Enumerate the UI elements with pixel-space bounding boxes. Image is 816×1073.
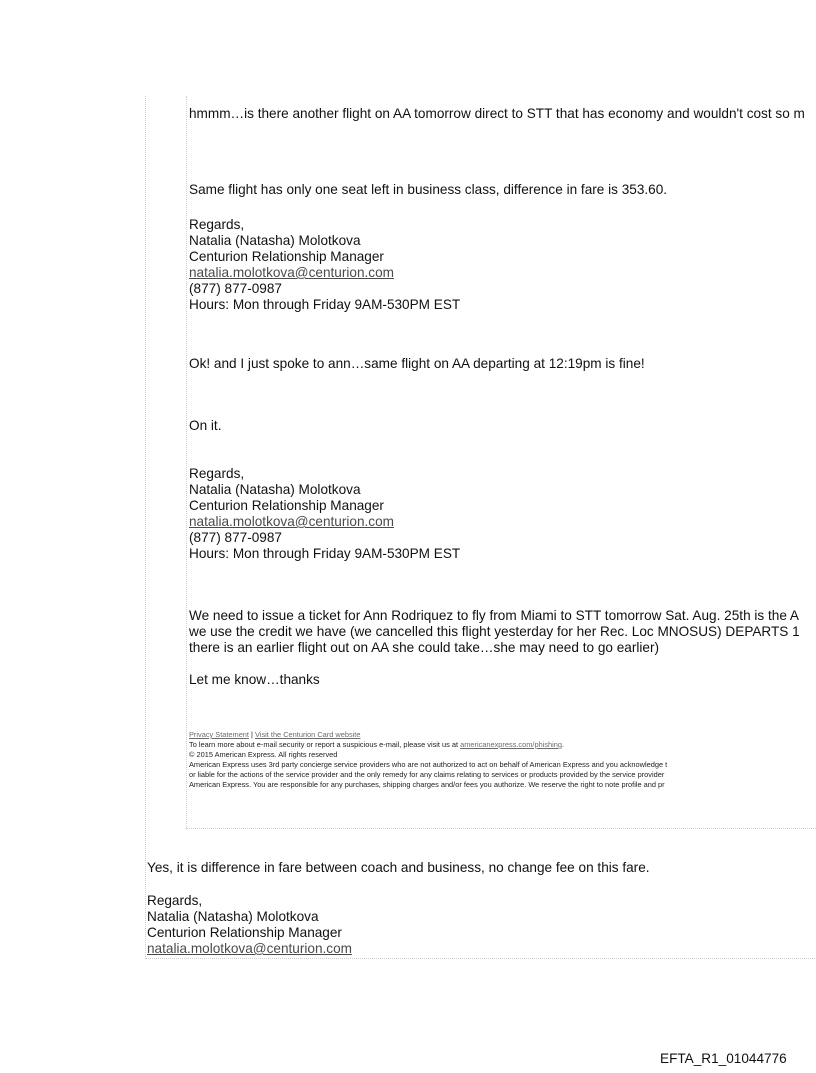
security-text: To learn more about e-mail security or report a suspicious e-mail, please visit us at [189,740,461,749]
signature-hours: Hours: Mon through Friday 9AM-530PM EST [189,297,461,312]
footer-links [189,730,360,740]
security-text-end: . [561,740,565,749]
inner-quote-bottom-rule [186,828,816,829]
signature-email-link[interactable]: natalia.molotkova@centurion.com [189,265,394,280]
footer-disclaimer: American Express uses 3rd party concierge service providers who are not authorized to act on behalf of American Express and you acknowledge t [189,760,668,769]
message-text: we use the credit we have (we cancelled this flight yesterday for her Rec. Loc MNOSUS) DEPARTS 1 [189,624,800,639]
signature-email-link[interactable]: natalia.molotkova@centurion.com [147,941,352,956]
message-text: On it. [189,418,222,433]
footer-disclaimer: or liable for the actions of the service provider and the only remedy for any claims relating to services or products provided by the service provider [189,770,665,779]
privacy-statement-link[interactable]: Privacy Statement [189,730,249,739]
signature-name: Natalia (Natasha) Molotkova [189,233,361,248]
outer-quote-rule [145,96,146,959]
footer-separator: | [248,730,256,739]
inner-quote-rule [186,96,187,828]
message-closing: Let me know…thanks [189,672,320,687]
signature-regards: Regards, [189,217,245,232]
message-text: Same flight has only one seat left in business class, difference in fare is 353.60. [189,182,668,197]
message-text: Yes, it is difference in fare between coach and business, no change fee on this fare. [147,860,650,875]
signature-email-link[interactable]: natalia.molotkova@centurion.com [189,514,394,529]
message-text: hmmm…is there another flight on AA tomorrow direct to STT that has economy and wouldn't cost so m [189,106,805,121]
signature-title: Centurion Relationship Manager [189,249,384,264]
footer-security-note [189,740,564,750]
signature-phone: (877) 877-0987 [189,530,282,545]
centurion-website-link[interactable]: Visit the Centurion Card website [255,730,361,739]
signature-title: Centurion Relationship Manager [147,925,342,940]
phishing-link[interactable]: americanexpress.com/phishing [460,740,562,749]
footer-disclaimer: American Express. You are responsible for any purchases, shipping charges and/or fees you authorize. We reserve the right to note profile and pr [189,780,665,789]
signature-hours: Hours: Mon through Friday 9AM-530PM EST [189,546,461,561]
outer-quote-bottom-rule [145,958,816,959]
signature-phone: (877) 877-0987 [189,281,282,296]
footer-copyright: © 2015 American Express. All rights reserved [189,750,338,759]
signature-regards: Regards, [189,466,245,481]
signature-name: Natalia (Natasha) Molotkova [189,482,361,497]
signature-name: Natalia (Natasha) Molotkova [147,909,319,924]
document-id: EFTA_R1_01044776 [660,1051,787,1066]
message-text: Ok! and I just spoke to ann…same flight on AA departing at 12:19pm is fine! [189,356,645,371]
signature-title: Centurion Relationship Manager [189,498,384,513]
message-text: We need to issue a ticket for Ann Rodriquez to fly from Miami to STT tomorrow Sat. Aug. 25th is the A [189,608,799,623]
message-text: there is an earlier flight out on AA she could take…she may need to go earlier) [189,640,660,655]
signature-regards: Regards, [147,893,203,908]
